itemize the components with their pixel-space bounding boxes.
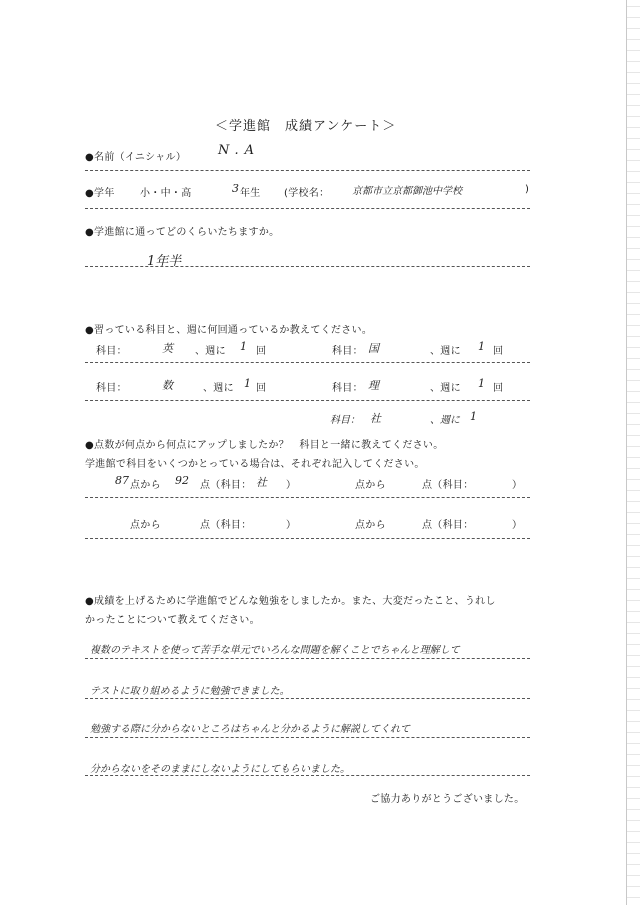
scan-edge [626, 0, 640, 905]
school-name: 京都市立京都御池中学校 [352, 186, 462, 197]
score-from-value: 87 [115, 474, 129, 487]
grade-year-unit: 年生 [240, 188, 261, 199]
study-label-line1: ●成績を上げるために学進館でどんな勉強をしましたか。また、大変だったこと、うれし [85, 596, 496, 607]
divider [85, 208, 530, 209]
study-answer-line: 分からないをそのままにしないようにしてもらいました。 [90, 764, 350, 775]
score-close: ） [512, 480, 523, 491]
scan-edge-line [626, 0, 627, 905]
extra-week-label: 、週に [430, 415, 460, 426]
school-label: (学校名： [284, 188, 330, 199]
grade-label: ●学年 [85, 188, 115, 199]
score-from-label: 点から [130, 480, 161, 491]
divider [85, 497, 530, 498]
score-to-label: 点（科目： [200, 480, 252, 491]
divider [85, 400, 530, 401]
score-from-label: 点から [355, 480, 386, 491]
times-label: 回 [493, 346, 504, 357]
divider [85, 266, 530, 267]
name-label: ●名前（イニシャル） [85, 152, 187, 163]
subject-label: 科目： [332, 383, 363, 394]
week-count: 1 [244, 377, 251, 390]
school-close: ) [525, 184, 530, 195]
score-to-label: 点（科目： [422, 520, 474, 531]
divider [85, 362, 530, 363]
subject-value: 数 [162, 379, 173, 392]
times-label: 回 [493, 383, 504, 394]
score-to-value: 92 [175, 474, 189, 487]
duration-value: 1年半 [147, 254, 182, 269]
times-label: 回 [256, 346, 267, 357]
score-subject-value: 社 [256, 476, 267, 489]
extra-subject-label: 科目： [330, 415, 360, 426]
subject-label: 科目： [332, 346, 363, 357]
extra-week-count: 1 [470, 410, 477, 423]
divider [85, 170, 530, 171]
study-label-line2: かったことについて教えてください。 [85, 615, 260, 626]
subject-value: 国 [368, 342, 379, 355]
study-answer-line: テストに取り組めるように勉強できました。 [90, 686, 290, 697]
score-close: ） [286, 520, 297, 531]
week-count: 1 [478, 340, 485, 353]
week-count: 1 [478, 377, 485, 390]
score-from-label: 点から [355, 520, 386, 531]
week-count: 1 [240, 340, 247, 353]
score-to-label: 点（科目： [422, 480, 474, 491]
subject-value: 理 [368, 379, 379, 392]
subject-value: 英 [162, 342, 173, 355]
study-answer-line: 複数のテキストを使って苦手な単元でいろんな問題を解くことでちゃんと理解して [90, 645, 460, 656]
study-answer-line: 勉強する際に分からないところはちゃんと分かるように解説してくれて [90, 724, 410, 735]
week-label: 、週に [195, 346, 226, 357]
subjects-label: ●習っている科目と、週に何回通っているか教えてください。 [85, 325, 373, 336]
duration-label: ●学進館に通ってどのくらいたちますか。 [85, 227, 280, 238]
score-from-label: 点から [130, 520, 161, 531]
week-label: 、週に [203, 383, 234, 394]
page-title: ＜学進館 成績アンケート＞ [215, 119, 397, 134]
subject-label: 科目： [96, 383, 127, 394]
score-label: ●点数が何点から何点にアップしましたか？ 科目と一緒に教えてください。 [85, 440, 444, 451]
thanks-note: ご協力ありがとうございました。 [370, 794, 525, 805]
divider [85, 658, 530, 659]
grade-levels: 小・中・高 [140, 188, 192, 199]
score-close: ） [286, 480, 297, 491]
divider [85, 775, 530, 776]
extra-subject-value: 社 [370, 412, 381, 425]
times-label: 回 [256, 383, 267, 394]
score-to-label: 点（科目： [200, 520, 252, 531]
name-value: N.A [218, 143, 261, 158]
week-label: 、週に [430, 346, 461, 357]
week-label: 、週に [430, 383, 461, 394]
score-note: 学進館で科目をいくつかとっている場合は、それぞれ記入してください。 [85, 459, 425, 470]
score-close: ） [512, 520, 523, 531]
divider [85, 737, 530, 738]
subject-label: 科目： [96, 346, 127, 357]
grade-year-number: 3 [232, 182, 239, 195]
divider [85, 698, 530, 699]
divider [85, 538, 530, 539]
